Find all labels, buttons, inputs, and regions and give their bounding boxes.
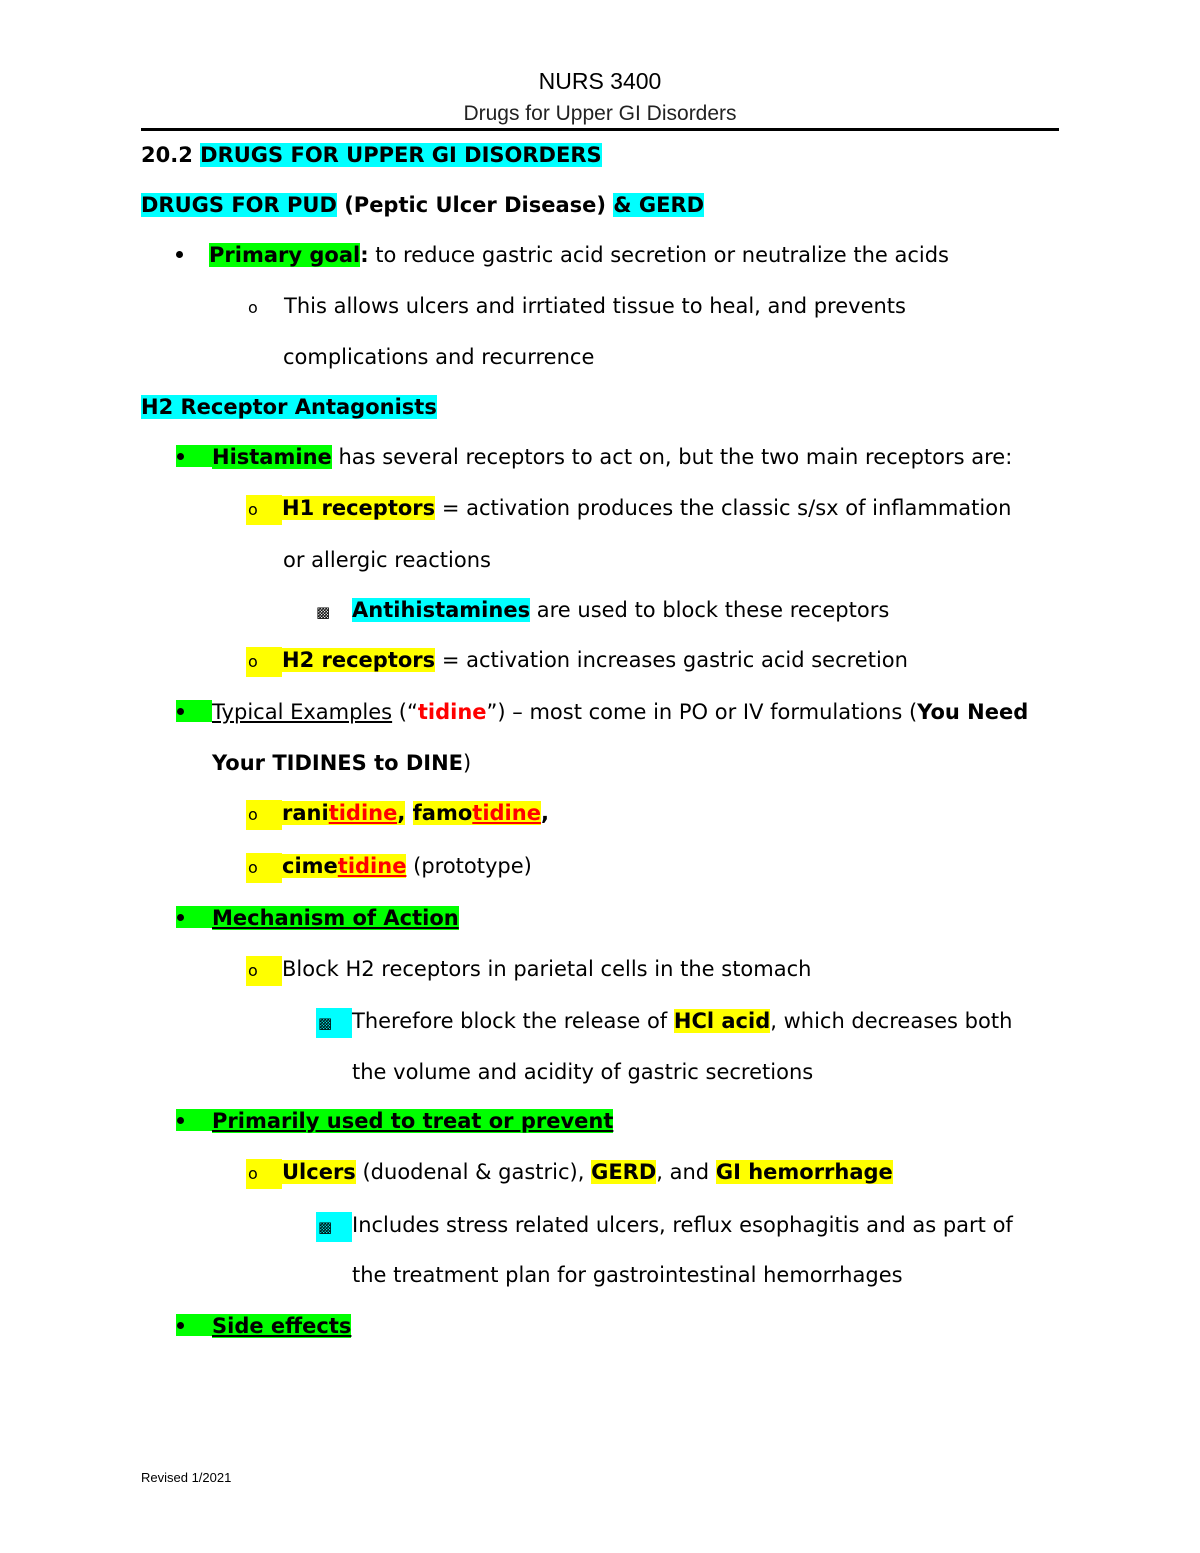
uses-sub2-text: the treatment plan for gastrointestinal hemorrhages <box>352 1263 903 1287</box>
header-rule <box>141 128 1059 131</box>
bullet-icon <box>176 1109 212 1131</box>
bullet-icon <box>176 906 212 928</box>
section-title: DRUGS FOR UPPER GI DISORDERS <box>200 143 602 167</box>
gerd-label: GERD <box>591 1160 657 1184</box>
histamine-label: Histamine <box>212 445 332 469</box>
and-text: , and <box>656 1160 716 1184</box>
pud-heading-part3: & GERD <box>613 193 705 217</box>
bullet-icon <box>176 251 183 258</box>
primary-goal-item <box>176 240 949 270</box>
primary-goal-text: to reduce gastric acid secretion or neutralize the acids <box>368 243 949 267</box>
pud-heading <box>141 190 704 220</box>
drug3-suffix: tidine <box>337 854 407 878</box>
sub-bullet-icon: o <box>246 647 282 677</box>
square-bullet-icon: ▩ <box>316 1008 352 1038</box>
h1-receptors-item <box>246 493 1011 525</box>
h2-heading-text: H2 Receptor Antagonists <box>141 395 437 419</box>
drug2-prefix: famo <box>412 801 473 825</box>
revision-footer: Revised 1/2021 <box>141 1470 232 1485</box>
moa-line2-pre: Therefore block the release of <box>352 1009 674 1033</box>
h1-text-line2: or allergic reactions <box>283 548 491 572</box>
side-effects-item <box>176 1311 351 1341</box>
course-title: NURS 3400 <box>538 68 662 94</box>
drug2-comma: , <box>540 801 549 825</box>
primary-goal-sub-line2: complications and recurrence <box>283 345 595 369</box>
examples-item <box>176 697 1028 727</box>
moa-line3: the volume and acidity of gastric secretions <box>352 1060 814 1084</box>
document-subtitle: Drugs for Upper GI Disorders <box>463 102 737 125</box>
moa-sub-2 <box>316 1006 1012 1038</box>
examples-close: ) <box>463 751 472 775</box>
moa-line2-post: , which decreases both <box>770 1009 1013 1033</box>
moa-label: Mechanism of Action <box>212 906 459 930</box>
examples-open-quote: (“ <box>392 700 418 724</box>
mnemonic-part1: You Need <box>917 700 1029 724</box>
h1-label: H1 receptors <box>282 496 436 520</box>
examples-close-quote: ”) – most come in PO or IV formulations ( <box>486 700 918 724</box>
uses-label: Primarily used to treat or prevent <box>212 1109 614 1133</box>
bullet-icon <box>176 700 212 722</box>
hcl-acid: HCl acid <box>673 1009 771 1033</box>
primary-goal-sub <box>248 291 906 323</box>
pud-heading-part1: DRUGS FOR PUD <box>141 193 337 217</box>
moa-line1: Block H2 receptors in parietal cells in the stomach <box>282 957 812 981</box>
examples-label: Typical Examples <box>212 700 393 724</box>
square-bullet-icon: ▩ <box>316 603 331 621</box>
drug3-prototype: (prototype) <box>406 854 532 878</box>
bullet-icon <box>176 1314 212 1336</box>
sub-bullet-icon: o <box>246 800 282 830</box>
uses-sub-1 <box>246 1157 893 1189</box>
square-bullet-icon: ▩ <box>316 1212 352 1242</box>
drug1-comma: , <box>397 801 406 825</box>
examples-suffix: tidine <box>417 700 487 724</box>
side-effects-label: Side effects <box>212 1314 352 1338</box>
antihistamines-label: Antihistamines <box>352 598 531 622</box>
ulcers-text: (duodenal & gastric), <box>355 1160 592 1184</box>
uses-item <box>176 1106 613 1136</box>
moa-item <box>176 903 459 933</box>
h2-receptors-item <box>246 645 908 677</box>
sub-bullet-icon: o <box>246 495 282 525</box>
histamine-text: has several receptors to act on, but the two main receptors are: <box>331 445 1013 469</box>
drug-list-2 <box>246 851 532 883</box>
drug1-suffix: tidine <box>328 801 398 825</box>
section-number: 20.2 <box>141 143 193 167</box>
sub-bullet-icon: o <box>246 956 282 986</box>
h2-text: = activation increases gastric acid secretion <box>435 648 908 672</box>
mnemonic-part2: Your TIDINES to DINE <box>212 751 464 775</box>
drug2-suffix: tidine <box>472 801 541 825</box>
sub-bullet-icon: o <box>248 298 258 317</box>
primary-goal-sub-line1: This allows ulcers and irrtiated tissue to heal, and prevents <box>284 294 906 318</box>
histamine-item <box>176 442 1012 472</box>
primary-goal-label: Primary goal <box>209 243 361 267</box>
section-heading <box>141 140 602 170</box>
gi-hemorrhage-label: GI hemorrhage <box>715 1160 893 1184</box>
antihistamines-text: are used to block these receptors <box>530 598 890 622</box>
antihistamines-item <box>316 595 889 627</box>
uses-sub1-text: Includes stress related ulcers, reflux esophagitis and as part of <box>352 1213 1013 1237</box>
ulcers-label: Ulcers <box>282 1160 356 1184</box>
pud-heading-part2: (Peptic Ulcer Disease) <box>344 193 606 217</box>
drug3-prefix: cime <box>282 854 338 878</box>
h2-heading <box>141 392 437 422</box>
h1-text: = activation produces the classic s/sx of inflammation <box>435 496 1012 520</box>
drug1-prefix: rani <box>282 801 329 825</box>
moa-sub-1 <box>246 954 811 986</box>
uses-sub-2 <box>316 1210 1013 1242</box>
primary-goal-colon: : <box>360 243 369 267</box>
sub-bullet-icon: o <box>246 853 282 883</box>
drug-list-1 <box>246 798 549 830</box>
examples-line2 <box>212 748 471 778</box>
sub-bullet-icon: o <box>246 1159 282 1189</box>
bullet-icon <box>176 445 212 467</box>
h2-label: H2 receptors <box>282 648 436 672</box>
